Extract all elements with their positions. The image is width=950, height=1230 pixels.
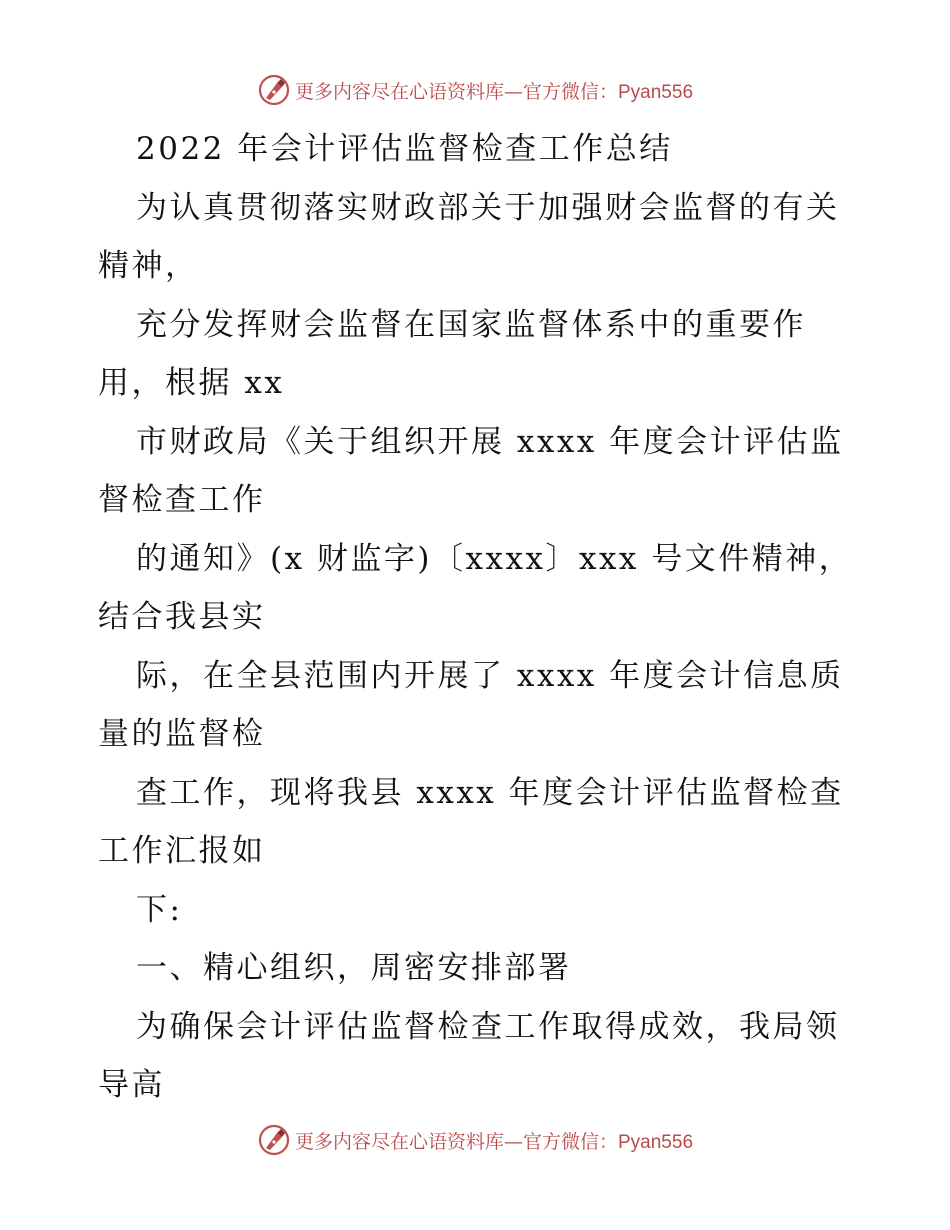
header-banner [0, 70, 950, 110]
doc-line: 充分发挥财会监督在国家监督体系中的重要作 [136, 306, 806, 343]
doc-line: 为认真贯彻落实财政部关于加强财会监督的有关 [136, 189, 840, 226]
header-banner-text: 更多内容尽在心语资料库—官方微信：Pyan556 [294, 80, 694, 103]
header-banner-content[interactable] [257, 73, 693, 107]
doc-line: 导高 [98, 1067, 165, 1103]
pen-nib-logo-icon [257, 73, 291, 107]
doc-line: 查工作，现将我县 xxxx 年度会计评估监督检查 [136, 774, 844, 811]
doc-line: 结合我县实 [98, 599, 266, 635]
footer-banner-content[interactable] [257, 1123, 693, 1157]
doc-line: 用，根据 xx [98, 365, 285, 401]
footer-banner-text: 更多内容尽在心语资料库—官方微信：Pyan556 [294, 1130, 694, 1153]
section-heading: 一、精心组织，周密安排部署 [136, 950, 572, 986]
doc-line: 督检查工作 [98, 482, 266, 518]
doc-line: 工作汇报如 [98, 833, 266, 869]
doc-line: 量的监督检 [98, 716, 266, 752]
doc-line: 市财政局《关于组织开展 xxxx 年度会计评估监 [136, 423, 844, 460]
doc-line: 为确保会计评估监督检查工作取得成效，我局领 [136, 1008, 840, 1045]
footer-banner [0, 1120, 950, 1160]
doc-line: 精神， [98, 248, 199, 284]
doc-line: 际，在全县范围内开展了 xxxx 年度会计信息质 [136, 657, 844, 694]
doc-line: 下: [136, 891, 183, 928]
doc-line: 的通知》(x 财监字)〔xxxx〕xxx 号文件精神， [136, 540, 853, 577]
pen-nib-logo-icon [257, 1123, 291, 1157]
document-body [98, 120, 868, 1115]
doc-title: 2022 年会计评估监督检查工作总结 [136, 131, 673, 167]
